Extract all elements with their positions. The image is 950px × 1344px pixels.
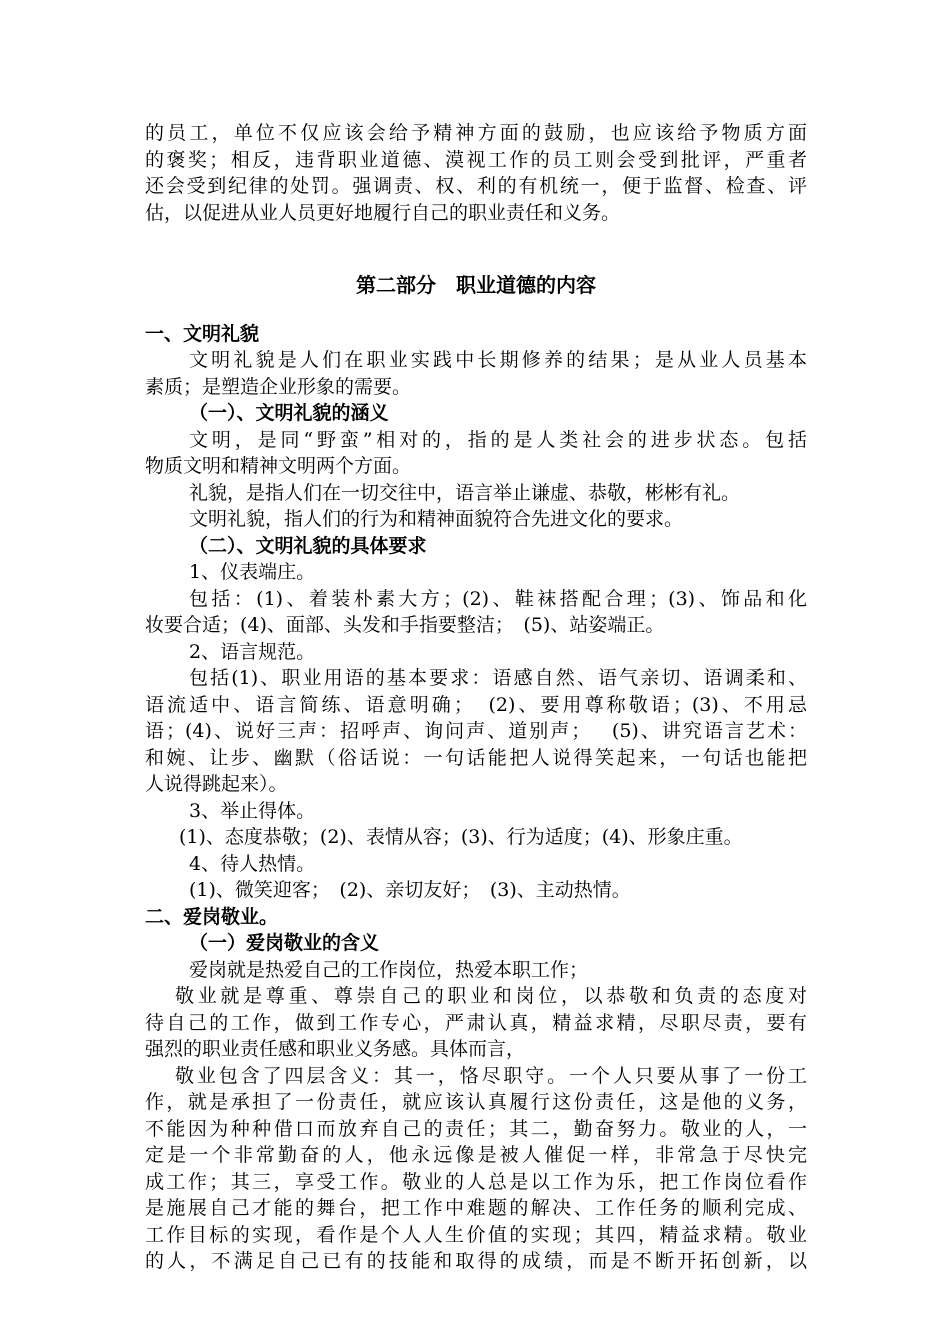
text-line: 敬业就是尊重、尊崇自己的职业和岗位，以恭敬和负责的态度对	[175, 985, 807, 1007]
paragraph-civility-intro	[145, 347, 807, 400]
paragraph-four-meanings	[145, 1063, 807, 1275]
requirement-hospitality: 4、待人热情。	[189, 852, 316, 875]
requirement-appearance-detail	[145, 586, 807, 639]
text-line: 文明礼貌是人们在职业实践中长期修养的结果；是从业人员基本	[189, 349, 807, 371]
text-line: 素质；是塑造企业形象的需要。	[145, 375, 412, 398]
text-line: 语；(4)、说好三声：招呼声、询问声、道别声； (5)、讲究语言艺术：	[145, 720, 807, 742]
text-line: 和婉、让步、幽默（俗话说：一句话能把人说得笑起来，一句话也能把	[145, 746, 807, 769]
requirement-behavior: 3、举止得体。	[189, 799, 316, 822]
paragraph-civility-definition: 文明礼貌，指人们的行为和精神面貌符合先进文化的要求。	[189, 508, 684, 530]
paragraph-respect-job	[145, 983, 807, 1063]
text-line: 妆要合适；(4)、面部、头发和手指要整洁； (5)、站姿端正。	[145, 614, 665, 636]
heading-dedication: 二、爱岗敬业。	[145, 905, 279, 928]
requirement-language: 2、语言规范。	[189, 640, 316, 663]
text-line: 作，就是承担了一份责任，就应该认真履行这份责任，这是他的义务，	[145, 1091, 807, 1113]
text-line: 定是一个非常勤奋的人，他永远像是被人催促一样，非常急于尽快完	[145, 1144, 807, 1166]
text-line: 敬业包含了四层含义：其一，恪尽职守。一个人只要从事了一份工	[175, 1064, 807, 1087]
text-line: 不能因为种种借口而放弃自己的责任；其二，勤奋努力。敬业的人，一	[145, 1117, 807, 1140]
subheading-dedication-meaning: （一）爱岗敬业的含义	[189, 932, 380, 954]
text-line: 估，以促进从业人员更好地履行自己的职业责任和义务。	[145, 201, 621, 224]
text-line: 工作目标的实现，看作是个人人生价值的实现；其四，精益求精。敬业	[145, 1223, 807, 1246]
text-line: 语流适中、语言简练、语意明确； (2)、要用尊称敬语；(3)、不用忌	[145, 693, 807, 716]
subheading-civility-requirements: （二）、文明礼貌的具体要求	[189, 534, 427, 557]
requirement-language-detail	[145, 665, 807, 798]
text-line: 还会受到纪律的处罚。强调责、权、利的有机统一，便于监督、检查、评	[145, 175, 807, 197]
requirement-hospitality-detail: (1)、微笑迎客； (2)、亲切友好； (3)、主动热情。	[189, 879, 631, 901]
text-line: 强烈的职业责任感和职业义务感。具体而言，	[145, 1038, 526, 1060]
text-line: 的褒奖；相反，违背职业道德、漠视工作的员工则会受到批评，严重者	[145, 148, 807, 171]
paragraph-courtesy: 礼貌，是指人们在一切交往中，语言举止谦虚、恭敬，彬彬有礼。	[189, 481, 741, 504]
document-body	[145, 120, 807, 1275]
text-line: 物质文明和精神文明两个方面。	[145, 455, 412, 477]
heading-civility: 一、文明礼貌	[145, 322, 260, 345]
text-line: 文明，是同“野蛮”相对的，指的是人类社会的进步状态。包括	[189, 428, 807, 451]
paragraph-love-job: 爱岗就是热爱自己的工作岗位，热爱本职工作；	[189, 958, 589, 981]
requirement-appearance: 1、仪表端庄。	[189, 561, 316, 583]
text-line: 待自己的工作，做到工作专心，严肃认真，精益求精，尽职尽责，要有	[145, 1011, 807, 1034]
requirement-behavior-detail: (1)、态度恭敬；(2)、表情从容；(3)、行为适度；(4)、形象庄重。	[179, 826, 743, 848]
text-line: 包括：(1)、着装朴素大方；(2)、鞋袜搭配合理；(3)、饰品和化	[189, 587, 807, 610]
intro-paragraph	[145, 120, 807, 226]
subheading-civility-meaning: （一）、文明礼貌的涵义	[189, 402, 389, 424]
text-line: 人说得跳起来）。	[145, 773, 288, 795]
text-line: 的员工，单位不仅应该会给予精神方面的鼓励，也应该给予物质方面	[145, 122, 807, 144]
text-line: 包括(1)、职业用语的基本要求：语感自然、语气亲切、语调柔和、	[189, 667, 807, 689]
paragraph-civilization	[145, 427, 807, 480]
text-line: 的人，不满足自己已有的技能和取得的成绩，而是不断开拓创新，以	[145, 1250, 807, 1272]
text-line: 是施展自己才能的舞台，把工作中难题的解决、工作任务的顺利完成、	[145, 1197, 807, 1219]
section-title: 第二部分 职业道德的内容	[356, 273, 596, 297]
text-line: 成工作；其三，享受工作。敬业的人总是以工作为乐，把工作岗位看作	[145, 1170, 807, 1193]
